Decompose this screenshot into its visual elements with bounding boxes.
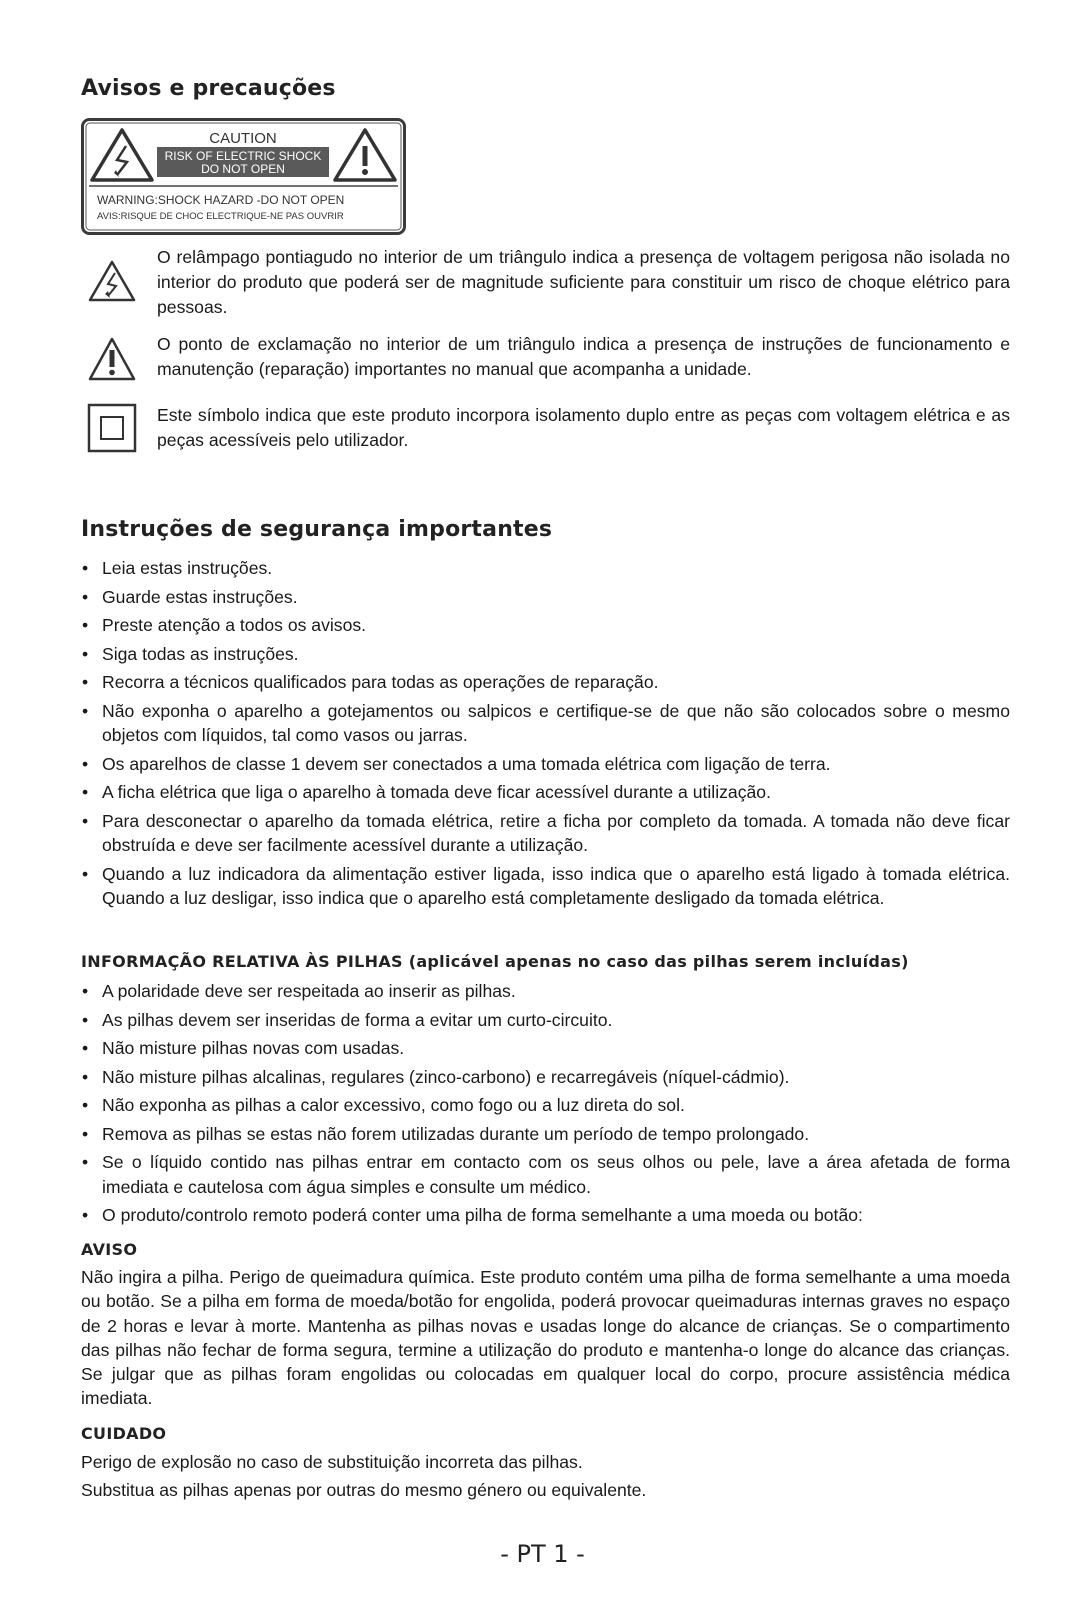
- cuidado-line: Substitua as pilhas apenas por outras do mesmo género ou equivalente.: [81, 1480, 647, 1500]
- exclamation-triangle-icon: [87, 336, 137, 382]
- list-item: • Preste atenção a todos os avisos.: [81, 613, 1010, 638]
- list-item: • Siga todas as instruções.: [81, 642, 1010, 667]
- lightning-triangle-icon: [87, 259, 137, 303]
- cuidado-heading: CUIDADO: [81, 1424, 167, 1443]
- double-insulation-icon: [87, 403, 137, 453]
- aviso-heading: AVISO: [81, 1240, 138, 1259]
- battery-info-heading: INFORMAÇÃO RELATIVA ÀS PILHAS (aplicável apenas no caso das pilhas serem incluídas): [81, 952, 909, 971]
- safety-instructions-list: [81, 556, 1010, 915]
- symbol-row-double-insulation: [81, 403, 1010, 453]
- risk-line-2: DO NOT OPEN: [201, 162, 285, 176]
- list-item: • A polaridade deve ser respeitada ao inserir as pilhas.: [81, 979, 1010, 1004]
- list-item: • Recorra a técnicos qualificados para todas as operações de reparação.: [81, 670, 1010, 695]
- list-item: • As pilhas devem ser inseridas de forma a evitar um curto-circuito.: [81, 1008, 1010, 1033]
- list-item: • Se o líquido contido nas pilhas entrar em contacto com os seus olhos ou pele, lave a área afetada de forma imediata e cautelosa com água simples e consulte um médico.: [81, 1150, 1010, 1199]
- list-item: • Remova as pilhas se estas não forem utilizadas durante um período de tempo prolongado.: [81, 1122, 1010, 1147]
- list-item: • Guarde estas instruções.: [81, 585, 1010, 610]
- aviso-text: Não ingira a pilha. Perigo de queimadura química. Este produto contém uma pilha de forma semelhante a uma moeda ou botão. Se a pilha em forma de moeda/botão for engolida, poderá provocar queimaduras internas graves no espaço de 2 horas e levar à morte. Mantenha as pilhas novas e usadas longe do alcance de crianças. Se o compartimento das pilhas não fechar de forma segura, termine a utilização do produto e mantenha-o longe do alcance das crianças. Se julgar que as pilhas foram engolidas ou colocadas em qualquer local do corpo, procure assistência médica imediata.: [81, 1267, 1010, 1409]
- list-item: • Não misture pilhas novas com usadas.: [81, 1036, 1010, 1061]
- cuidado-line: Perigo de explosão no caso de substituição incorreta das pilhas.: [81, 1452, 583, 1472]
- list-item: • A ficha elétrica que liga o aparelho à tomada deve ficar acessível durante a utilização.: [81, 780, 1010, 805]
- avis-text: AVIS:RISQUE DE CHOC ELECTRIQUE-NE PAS OUVRIR: [97, 211, 344, 222]
- symbol-row-lightning: [81, 245, 1010, 320]
- list-item: • O produto/controlo remoto poderá conter uma pilha de forma semelhante a uma moeda ou botão:: [81, 1203, 1010, 1228]
- symbol-description: Este símbolo indica que este produto incorpora isolamento duplo entre as peças com voltagem elétrica e as peças acessíveis pelo utilizador.: [157, 405, 1010, 450]
- risk-line-1: RISK OF ELECTRIC SHOCK: [164, 149, 322, 163]
- list-item: • Não exponha as pilhas a calor excessivo, como fogo ou a luz direta do sol.: [81, 1093, 1010, 1118]
- caution-label: [81, 118, 406, 235]
- list-item: • Quando a luz indicadora da alimentação estiver ligada, isso indica que o aparelho está ligado à tomada elétrica. Quando a luz desligar, isso indica que o aparelho está completamente desligado da tomada elétrica.: [81, 862, 1010, 911]
- symbol-row-exclamation: [81, 332, 1010, 382]
- list-item: • Não exponha o aparelho a gotejamentos ou salpicos e certifique-se de que não são colocados sobre o mesmo objetos com líquidos, tal como vasos ou jarras.: [81, 699, 1010, 748]
- list-item: • Para desconectar o aparelho da tomada elétrica, retire a ficha por completo da tomada. A tomada não deve ficar obstruída e deve ser facilmente acessível durante a utilização.: [81, 809, 1010, 858]
- battery-info-list: [81, 979, 1010, 1232]
- warning-text: WARNING:SHOCK HAZARD -DO NOT OPEN: [97, 193, 345, 207]
- symbol-description: O relâmpago pontiagudo no interior de um triângulo indica a presença de voltagem perigosa não isolada no interior do produto que poderá ser de magnitude suficiente para constituir um risco de choque elétrico para pessoas.: [157, 247, 1010, 317]
- list-item: • Não misture pilhas alcalinas, regulares (zinco-carbono) e recarregáveis (níquel-cádmio).: [81, 1065, 1010, 1090]
- symbol-description: O ponto de exclamação no interior de um triângulo indica a presença de instruções de funcionamento e manutenção (reparação) importantes no manual que acompanha a unidade.: [157, 334, 1010, 379]
- caution-word: CAUTION: [209, 130, 277, 147]
- list-item: • Os aparelhos de classe 1 devem ser conectados a uma tomada elétrica com ligação de terra.: [81, 752, 1010, 777]
- page-number: - PT 1 -: [500, 1540, 585, 1568]
- list-item: • Leia estas instruções.: [81, 556, 1010, 581]
- warnings-heading: Avisos e precauções: [81, 76, 336, 101]
- safety-instructions-heading: Instruções de segurança importantes: [81, 517, 553, 542]
